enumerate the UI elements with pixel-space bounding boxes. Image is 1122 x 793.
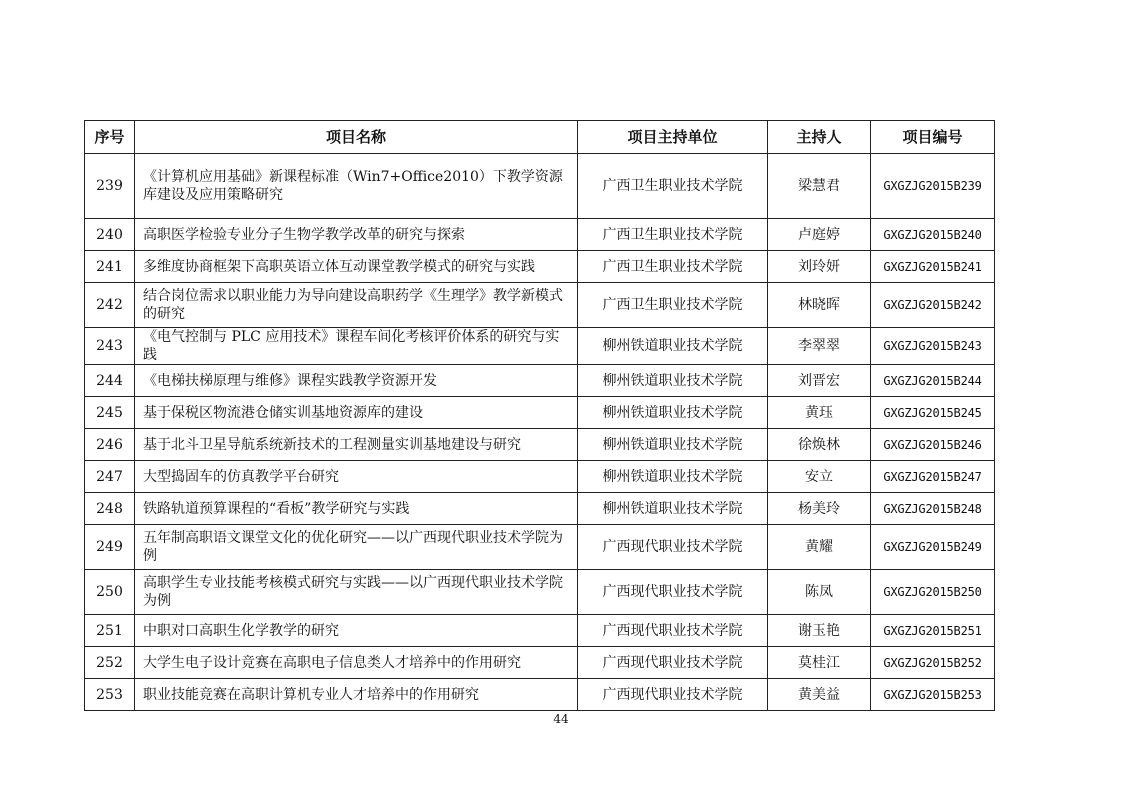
cell-name: 多维度协商框架下高职英语立体互动课堂教学模式的研究与实践 <box>135 251 578 283</box>
cell-code: GXGZJG2015B241 <box>871 251 995 283</box>
cell-unit: 柳州铁道职业技术学院 <box>578 493 768 525</box>
page-number: 44 <box>553 712 569 726</box>
cell-seq: 244 <box>85 365 135 397</box>
cell-code: GXGZJG2015B240 <box>871 219 995 251</box>
cell-person: 陈凤 <box>768 570 871 615</box>
cell-person: 莫桂江 <box>768 647 871 679</box>
table-row <box>85 154 995 219</box>
cell-seq: 251 <box>85 615 135 647</box>
cell-unit: 柳州铁道职业技术学院 <box>578 328 768 365</box>
cell-person: 黄耀 <box>768 525 871 570</box>
cell-unit: 广西现代职业技术学院 <box>578 615 768 647</box>
cell-person: 谢玉艳 <box>768 615 871 647</box>
cell-code: GXGZJG2015B248 <box>871 493 995 525</box>
cell-unit: 广西卫生职业技术学院 <box>578 219 768 251</box>
cell-person: 徐焕林 <box>768 429 871 461</box>
cell-name: 《电梯扶梯原理与维修》课程实践教学资源开发 <box>135 365 578 397</box>
cell-code: GXGZJG2015B239 <box>871 154 995 219</box>
cell-name: 《计算机应用基础》新课程标准（Win7+Office2010）下教学资源库建设及应用策略研究 <box>135 154 578 219</box>
header-name: 项目名称 <box>135 121 578 154</box>
cell-seq: 253 <box>85 679 135 711</box>
cell-person: 梁慧君 <box>768 154 871 219</box>
table-header-row <box>85 121 995 154</box>
table-row <box>85 365 995 397</box>
cell-unit: 广西卫生职业技术学院 <box>578 251 768 283</box>
cell-name: 基于保税区物流港仓储实训基地资源库的建设 <box>135 397 578 429</box>
cell-name: 基于北斗卫星导航系统新技术的工程测量实训基地建设与研究 <box>135 429 578 461</box>
cell-person: 黄美益 <box>768 679 871 711</box>
table-row <box>85 397 995 429</box>
cell-name: 结合岗位需求以职业能力为导向建设高职药学《生理学》教学新模式的研究 <box>135 283 578 328</box>
cell-unit: 广西现代职业技术学院 <box>578 570 768 615</box>
cell-seq: 245 <box>85 397 135 429</box>
header-person: 主持人 <box>768 121 871 154</box>
cell-unit: 广西现代职业技术学院 <box>578 525 768 570</box>
cell-seq: 240 <box>85 219 135 251</box>
cell-name: 中职对口高职生化学教学的研究 <box>135 615 578 647</box>
cell-seq: 242 <box>85 283 135 328</box>
cell-code: GXGZJG2015B246 <box>871 429 995 461</box>
table-row <box>85 429 995 461</box>
table-row <box>85 283 995 328</box>
cell-person: 刘玲妍 <box>768 251 871 283</box>
cell-person: 林晓晖 <box>768 283 871 328</box>
cell-person: 李翠翠 <box>768 328 871 365</box>
cell-person: 杨美玲 <box>768 493 871 525</box>
table-row <box>85 493 995 525</box>
table-row <box>85 328 995 365</box>
cell-seq: 249 <box>85 525 135 570</box>
cell-name: 大学生电子设计竞赛在高职电子信息类人才培养中的作用研究 <box>135 647 578 679</box>
cell-seq: 252 <box>85 647 135 679</box>
cell-code: GXGZJG2015B249 <box>871 525 995 570</box>
header-unit: 项目主持单位 <box>578 121 768 154</box>
cell-seq: 243 <box>85 328 135 365</box>
cell-code: GXGZJG2015B253 <box>871 679 995 711</box>
cell-code: GXGZJG2015B245 <box>871 397 995 429</box>
cell-unit: 广西现代职业技术学院 <box>578 647 768 679</box>
cell-name: 五年制高职语文课堂文化的优化研究——以广西现代职业技术学院为例 <box>135 525 578 570</box>
cell-seq: 250 <box>85 570 135 615</box>
table-row <box>85 615 995 647</box>
cell-name: 铁路轨道预算课程的“看板”教学研究与实践 <box>135 493 578 525</box>
project-table <box>84 120 995 711</box>
cell-person: 安立 <box>768 461 871 493</box>
table-row <box>85 570 995 615</box>
cell-unit: 柳州铁道职业技术学院 <box>578 461 768 493</box>
cell-seq: 241 <box>85 251 135 283</box>
table-row <box>85 525 995 570</box>
cell-name: 职业技能竞赛在高职计算机专业人才培养中的作用研究 <box>135 679 578 711</box>
cell-code: GXGZJG2015B250 <box>871 570 995 615</box>
cell-name: 高职医学检验专业分子生物学教学改革的研究与探索 <box>135 219 578 251</box>
cell-unit: 柳州铁道职业技术学院 <box>578 429 768 461</box>
cell-unit: 广西卫生职业技术学院 <box>578 283 768 328</box>
cell-seq: 239 <box>85 154 135 219</box>
cell-code: GXGZJG2015B242 <box>871 283 995 328</box>
cell-code: GXGZJG2015B251 <box>871 615 995 647</box>
table-row <box>85 461 995 493</box>
cell-code: GXGZJG2015B244 <box>871 365 995 397</box>
table-row <box>85 219 995 251</box>
cell-code: GXGZJG2015B243 <box>871 328 995 365</box>
cell-unit: 柳州铁道职业技术学院 <box>578 397 768 429</box>
cell-name: 高职学生专业技能考核模式研究与实践——以广西现代职业技术学院为例 <box>135 570 578 615</box>
header-seq: 序号 <box>85 121 135 154</box>
header-code: 项目编号 <box>871 121 995 154</box>
cell-seq: 248 <box>85 493 135 525</box>
cell-person: 黄珏 <box>768 397 871 429</box>
cell-name: 《电气控制与 PLC 应用技术》课程车间化考核评价体系的研究与实践 <box>135 328 578 365</box>
cell-name: 大型捣固车的仿真教学平台研究 <box>135 461 578 493</box>
cell-person: 刘晋宏 <box>768 365 871 397</box>
cell-seq: 247 <box>85 461 135 493</box>
table-row <box>85 251 995 283</box>
cell-person: 卢庭婷 <box>768 219 871 251</box>
cell-code: GXGZJG2015B252 <box>871 647 995 679</box>
table-row <box>85 679 995 711</box>
table-row <box>85 647 995 679</box>
cell-unit: 柳州铁道职业技术学院 <box>578 365 768 397</box>
cell-unit: 广西现代职业技术学院 <box>578 679 768 711</box>
cell-code: GXGZJG2015B247 <box>871 461 995 493</box>
cell-seq: 246 <box>85 429 135 461</box>
cell-unit: 广西卫生职业技术学院 <box>578 154 768 219</box>
